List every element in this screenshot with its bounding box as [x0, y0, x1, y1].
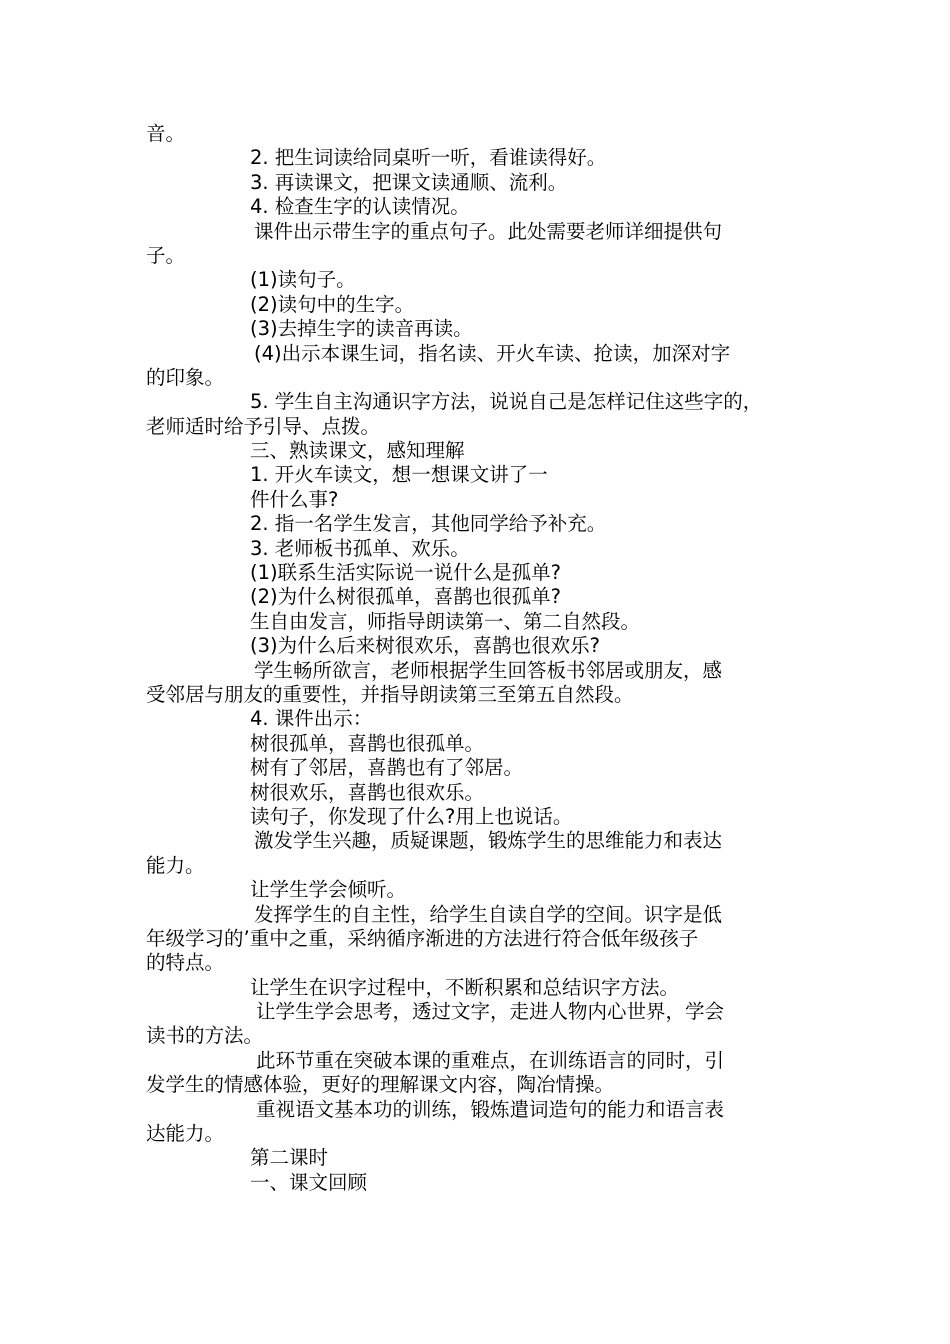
- text-line: (3)为什么后来树很欢乐，喜鹊也很欢乐?: [250, 634, 600, 658]
- text-line: (1)联系生活实际说一说什么是孤单?: [250, 561, 561, 585]
- text-line: 2. 指一名学生发言，其他同学给予补充。: [250, 512, 607, 536]
- text-line: (2)为什么树很孤单，喜鹊也很孤单?: [250, 585, 561, 609]
- text-line: 读句子，你发现了什么?用上也说话。: [250, 804, 573, 828]
- text-line: (3)去掉生字的读音再读。: [250, 317, 473, 341]
- text-line: (4)出示本课生词，指名读、开火车读、抢读，加深对字: [254, 341, 731, 365]
- text-line: 2. 把生词读给同桌听一听，看谁读得好。: [250, 146, 607, 170]
- text-line: 树很欢乐，喜鹊也很欢乐。: [250, 780, 485, 804]
- text-line: 4. 检查生字的认读情况。: [250, 195, 470, 219]
- text-line: 能力。: [146, 853, 205, 877]
- text-line: 年级学习的’重中之重，采纳循序渐进的方法进行符合低年级孩子: [146, 926, 699, 950]
- text-line: 课件出示带生字的重点句子。此处需要老师详细提供句: [254, 219, 723, 243]
- text-line: 此环节重在突破本课的重难点，在训练语言的同时，引: [256, 1048, 725, 1072]
- text-line: 4. 课件出示：: [250, 707, 373, 731]
- text-line: (2)读句中的生字。: [250, 292, 415, 316]
- text-line: 读书的方法。: [146, 1024, 264, 1048]
- text-line: 激发学生兴趣，质疑课题，锻炼学生的思维能力和表达: [254, 829, 723, 853]
- text-line: 第二课时: [250, 1146, 329, 1170]
- text-line: 让学生学会思考，透过文字，走进人物内心世界，学会: [256, 1000, 725, 1024]
- text-line: 子。: [146, 243, 186, 267]
- text-line: 重视语文基本功的训练，锻炼遣词造句的能力和语言表: [256, 1097, 725, 1121]
- text-line: 达能力。: [146, 1122, 225, 1146]
- text-line: 学生畅所欲言，老师根据学生回答板书邻居或朋友，感: [254, 658, 723, 682]
- text-line: 老师适时给予引导、点拨。: [146, 414, 381, 438]
- text-line: 3. 老师板书孤单、欢乐。: [250, 536, 470, 560]
- lesson-plan-text: [146, 122, 826, 1195]
- text-line: 1. 开火车读文，想一想课文讲了一: [250, 463, 548, 487]
- text-line: 发挥学生的自主性，给学生自读自学的空间。识字是低: [254, 902, 723, 926]
- text-line: 件什么事?: [250, 487, 339, 511]
- text-line: 树很孤单，喜鹊也很孤单。: [250, 731, 485, 755]
- text-line: 音。: [146, 122, 186, 145]
- text-line: 一、课文回顾: [250, 1170, 368, 1194]
- text-line: 三、熟读课文，感知理解: [250, 439, 465, 463]
- text-line: 3. 再读课文，把课文读通顺、流利。: [250, 170, 568, 194]
- text-line: 发学生的情感体验，更好的理解课文内容，陶冶情操。: [146, 1073, 615, 1097]
- text-line: 5. 学生自主沟通识字方法，说说自己是怎样记住这些字的，: [250, 390, 763, 414]
- text-line: 树有了邻居，喜鹊也有了邻居。: [250, 756, 524, 780]
- text-line: 的特点。: [146, 951, 225, 975]
- text-line: 受邻居与朋友的重要性，并指导朗读第三至第五自然段。: [146, 682, 634, 706]
- text-line: 生自由发言，师指导朗读第一、第二自然段。: [250, 609, 641, 633]
- text-line: 的印象。: [146, 365, 225, 389]
- text-line: 让学生在识字过程中，不断积累和总结识字方法。: [250, 975, 680, 999]
- text-line: (1)读句子。: [250, 268, 356, 292]
- text-line: 让学生学会倾听。: [250, 878, 407, 902]
